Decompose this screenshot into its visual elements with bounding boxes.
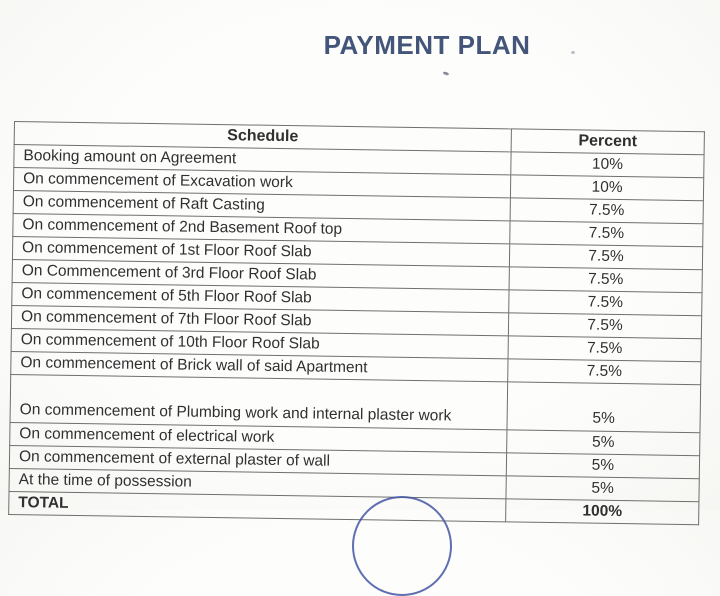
percent-cell: 7.5% <box>510 221 703 247</box>
percent-column-header: Percent <box>511 129 704 155</box>
schedule-cell: On commencement of Plumbing work and internal plaster work <box>10 374 508 429</box>
scan-speck <box>443 71 449 75</box>
table-body <box>9 145 704 525</box>
percent-cell: 7.5% <box>510 198 703 224</box>
schedule-cell: At the time of possession <box>9 468 506 498</box>
schedule-cell: On commencement of electrical work <box>10 422 507 452</box>
percent-cell: 10% <box>510 175 703 201</box>
scan-speck <box>571 51 575 54</box>
percent-cell: 7.5% <box>509 244 702 270</box>
schedule-cell: On commencement of 7th Floor Roof Slab <box>11 305 508 335</box>
percent-cell: 7.5% <box>508 336 701 362</box>
page-title: PAYMENT PLAN <box>323 30 531 60</box>
percent-cell: 7.5% <box>508 359 701 385</box>
schedule-cell: On commencement of Raft Casting <box>13 190 510 220</box>
schedule-cell: On commencement of 1st Floor Roof Slab <box>12 236 509 266</box>
percent-cell: 100% <box>506 499 699 525</box>
payment-schedule-table <box>8 121 705 525</box>
percent-cell: 5% <box>506 453 699 479</box>
percent-cell: 5% <box>507 430 700 456</box>
payment-plan-table <box>8 121 705 525</box>
schedule-cell: On commencement of 10th Floor Roof Slab <box>11 328 508 358</box>
schedule-cell: TOTAL <box>9 491 506 521</box>
percent-cell: 7.5% <box>509 267 702 293</box>
schedule-cell: On commencement of Brick wall of said Apartment <box>11 351 508 381</box>
percent-cell: 7.5% <box>509 290 702 316</box>
schedule-cell: On commencement of external plaster of wall <box>9 445 506 475</box>
percent-cell: 10% <box>511 152 704 178</box>
percent-cell: 5% <box>506 476 699 502</box>
schedule-column-header: Schedule <box>14 122 511 152</box>
pen-stamp-arc <box>352 496 452 596</box>
schedule-cell: On commencement of 5th Floor Roof Slab <box>12 282 509 312</box>
percent-cell: 5% <box>507 382 701 433</box>
schedule-cell: On commencement of 2nd Basement Roof top <box>13 213 510 243</box>
schedule-cell: On commencement of Excavation work <box>13 168 510 198</box>
schedule-cell: Booking amount on Agreement <box>14 145 511 175</box>
percent-cell: 7.5% <box>508 313 701 339</box>
schedule-cell: On Commencement of 3rd Floor Roof Slab <box>12 259 509 289</box>
